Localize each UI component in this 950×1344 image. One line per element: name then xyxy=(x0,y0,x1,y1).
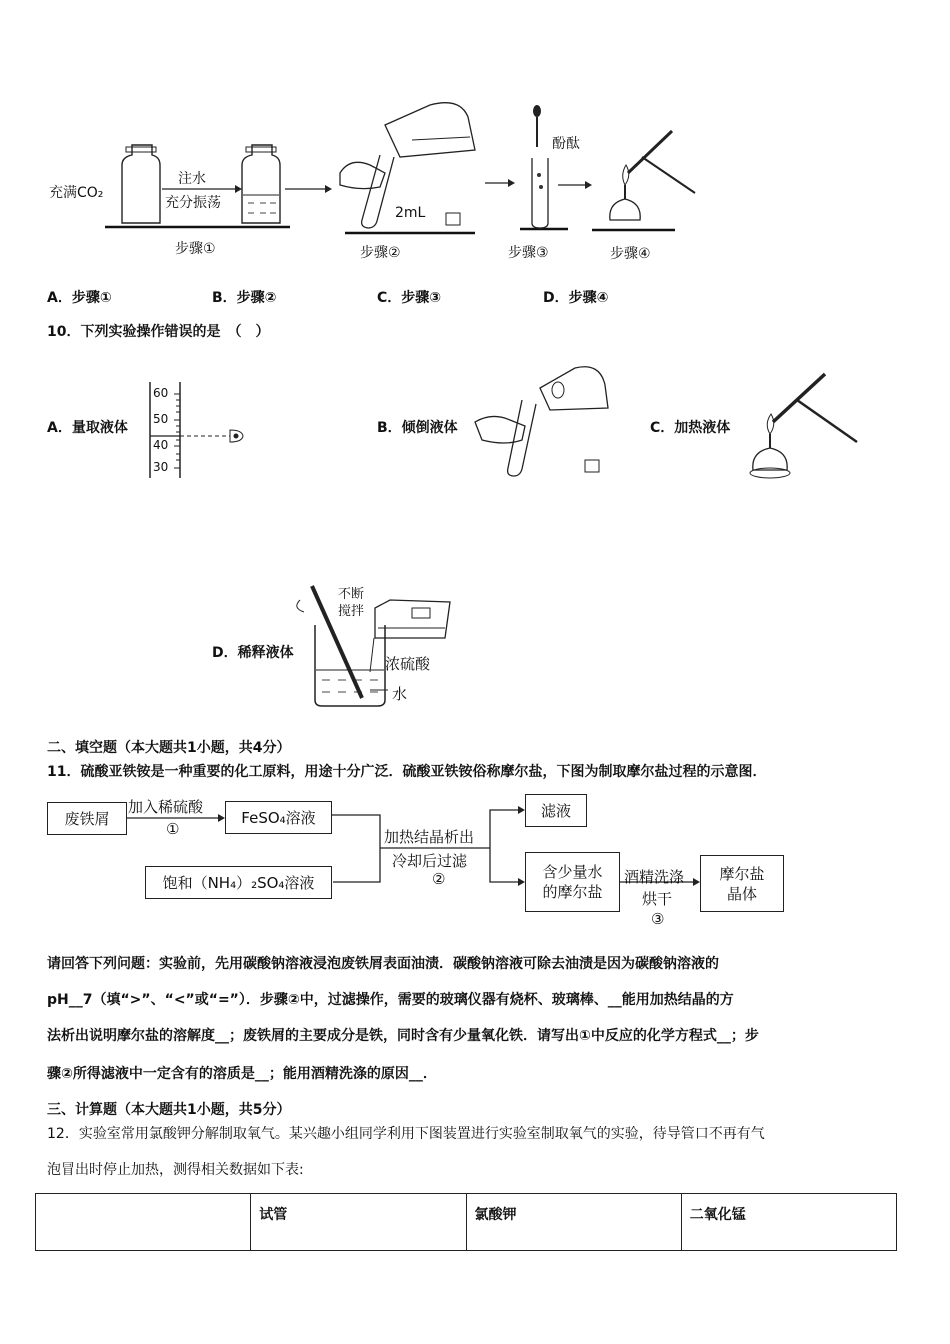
flow-box-salt-water xyxy=(525,852,620,912)
table-cell: 二氧化锰 xyxy=(681,1194,896,1251)
table-row xyxy=(36,1194,897,1251)
q10-d-label-stir1: 不断 xyxy=(338,587,365,602)
flow-box-crystal xyxy=(700,855,784,912)
q10-option-a[interactable]: A．量取液体 xyxy=(47,420,128,436)
q12-data-table xyxy=(35,1193,897,1251)
q11-text-line4: 骤②所得滤液中一定含有的溶质是__；能用酒精洗涤的原因__． xyxy=(47,1066,437,1082)
q10-stem: 10．下列实验操作错误的是 （ ） xyxy=(47,324,270,340)
q9-option-d[interactable]: D．步骤④ xyxy=(543,290,609,306)
flow-label-heat1: 加热结晶析出 xyxy=(384,828,475,846)
q9-label-step3: 步骤③ xyxy=(508,245,549,261)
q9-label-ml: 2mL xyxy=(395,205,426,221)
q10-option-c[interactable]: C．加热液体 xyxy=(650,420,731,436)
flow-salt-water-line1: 含少量水 xyxy=(542,863,603,881)
flow-box-nh4: 饱和（NH₄）₂SO₄溶液 xyxy=(145,866,332,899)
flow-crystal-line1: 摩尔盐 xyxy=(719,864,765,883)
section-2-heading: 二、填空题（本大题共1小题，共4分） xyxy=(47,740,291,756)
flow-box-feso4: FeSO₄溶液 xyxy=(225,801,332,834)
q11-stem: 11．硫酸亚铁铵是一种重要的化工原料，用途十分广泛．硫酸亚铁铵俗称摩尔盐，下图为制取摩尔盐过程的示意图． xyxy=(47,764,767,780)
q10-d-label-stir2: 搅拌 xyxy=(338,604,365,619)
q9-label-step2: 步骤② xyxy=(360,245,401,261)
table-cell: 氯酸钾 xyxy=(466,1194,681,1251)
q10-d-label-acid: 浓硫酸 xyxy=(385,655,431,673)
q11-text-line1: 请回答下列问题：实验前，先用碳酸钠溶液浸泡废铁屑表面油渍．碳酸钠溶液可除去油渍是因为碳酸钠溶液的 xyxy=(47,956,719,972)
q9-label-step1: 步骤① xyxy=(175,241,216,257)
flow-label-wash2: 烘干 xyxy=(642,890,673,908)
q10-option-d[interactable]: D．稀释液体 xyxy=(212,645,294,661)
q10-d-label-water: 水 xyxy=(392,685,408,703)
flow-label-c1: ① xyxy=(166,820,180,838)
flow-label-add-acid: 加入稀硫酸 xyxy=(128,798,204,816)
flow-label-c2: ② xyxy=(432,870,446,888)
q9-label-water1: 注水 xyxy=(178,171,206,187)
q10-option-b[interactable]: B．倾倒液体 xyxy=(377,420,458,436)
q9-step-figure xyxy=(40,95,720,265)
flow-salt-water-line2: 的摩尔盐 xyxy=(542,883,603,901)
flow-box-iron: 废铁屑 xyxy=(47,802,127,835)
flow-crystal-line2: 晶体 xyxy=(726,884,757,903)
q9-label-phenol: 酚酞 xyxy=(552,136,580,152)
q12-text-line2: 泡冒出时停止加热，测得相关数据如下表: xyxy=(47,1162,304,1178)
section-3-heading: 三、计算题（本大题共1小题，共5分） xyxy=(47,1102,291,1118)
flow-label-c3: ③ xyxy=(651,910,665,928)
q9-option-c[interactable]: C．步骤③ xyxy=(377,290,442,306)
table-cell xyxy=(36,1194,251,1251)
q10-a-tick-40: 40 xyxy=(153,438,169,452)
q10-d-dilute-figure xyxy=(290,580,460,710)
q10-a-tick-50: 50 xyxy=(153,412,169,426)
q10-c-heat-figure xyxy=(745,370,865,485)
flow-box-filtrate: 滤液 xyxy=(525,794,587,827)
q9-option-a[interactable]: A．步骤① xyxy=(47,290,112,306)
q10-a-tick-60: 60 xyxy=(153,386,169,400)
q10-b-pour-figure xyxy=(470,360,610,485)
q11-text-line3: 法析出说明摩尔盐的溶解度__；废铁屑的主要成分是铁，同时含有少量氧化铁．请写出①中反应的化学方程式__；步 xyxy=(47,1028,759,1044)
q11-text-line2: pH__7（填“>”、“<”或“=”）．步骤②中，过滤操作，需要的玻璃仪器有烧杯、玻璃棒、__能用加热结晶的方 xyxy=(47,992,734,1008)
q9-label-co2: 充满CO₂ xyxy=(49,185,104,201)
q10-a-tick-30: 30 xyxy=(153,460,169,474)
q9-label-water2: 充分振荡 xyxy=(165,195,221,211)
q9-option-b[interactable]: B．步骤② xyxy=(212,290,277,306)
q9-label-step4: 步骤④ xyxy=(610,246,651,262)
q12-text-line1: 12．实验室常用氯酸钾分解制取氧气。某兴趣小组同学利用下图装置进行实验室制取氧气的实验，待导管口不再有气 xyxy=(47,1126,765,1142)
flow-label-heat2: 冷却后过滤 xyxy=(392,852,468,870)
flow-label-wash1: 酒精洗涤 xyxy=(624,868,685,886)
table-cell: 试管 xyxy=(251,1194,466,1251)
